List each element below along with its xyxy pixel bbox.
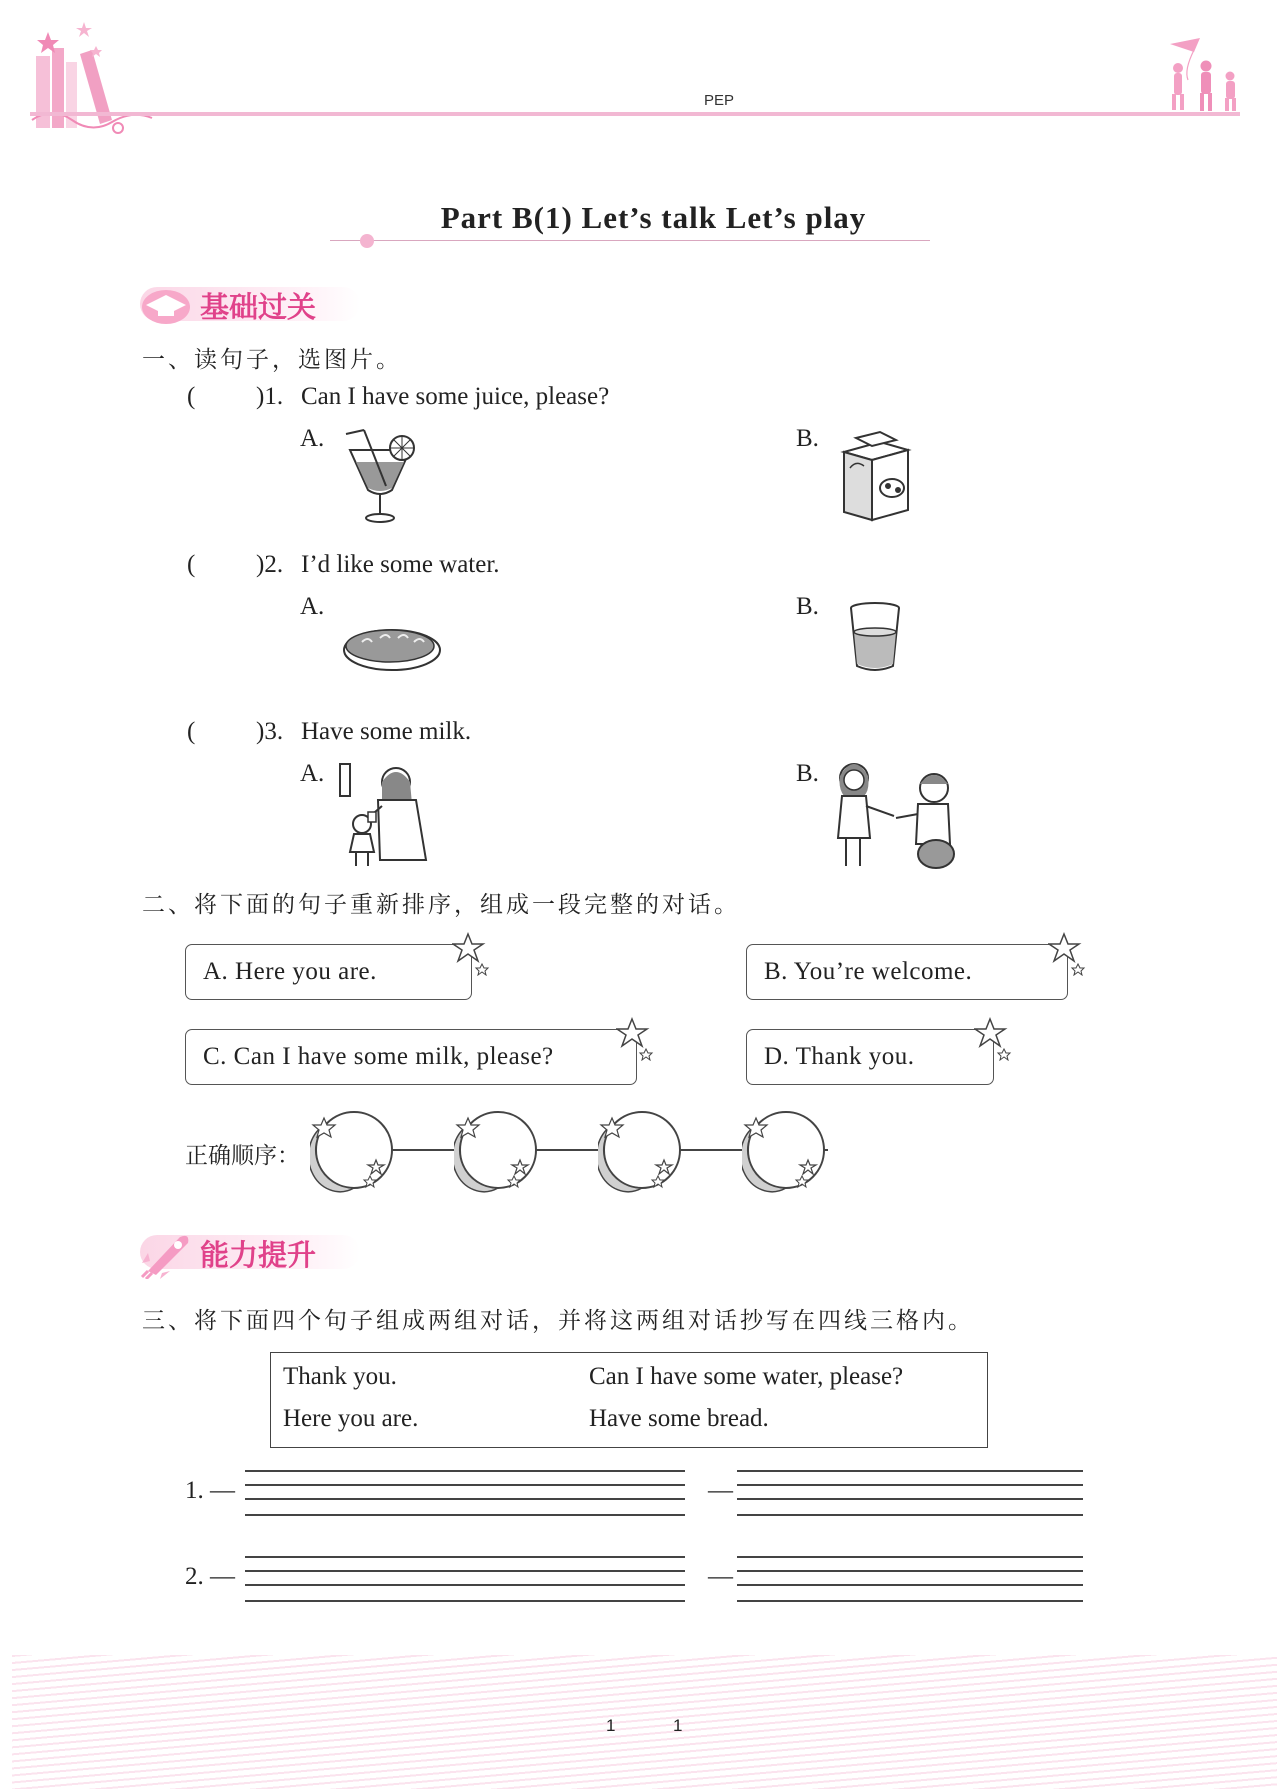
sentence-bank-item: Thank you. xyxy=(283,1363,397,1390)
page-number: 1 xyxy=(606,1716,616,1735)
option-a-label: A. xyxy=(300,593,325,620)
graduation-cap-icon xyxy=(140,283,196,327)
rocket-icon xyxy=(140,1231,196,1279)
section-title: 能力提升 xyxy=(200,1238,317,1272)
answer-blank[interactable] xyxy=(200,718,256,746)
question-number: )1. xyxy=(256,383,284,410)
option-b-label: B. xyxy=(796,760,819,787)
option-a-label: A. xyxy=(300,425,325,452)
answer-paren-open: ( xyxy=(187,383,196,410)
sentence-box-text: D. Thank you. xyxy=(764,1043,915,1070)
answer-paren-open: ( xyxy=(187,551,196,578)
writing-row-label: — xyxy=(708,1563,733,1590)
question-sentence: I’d like some water. xyxy=(301,551,500,578)
sentence-bank-item: Can I have some water, please? xyxy=(589,1363,904,1390)
question-1-heading: 一、读句子，选图片。 xyxy=(142,347,402,373)
header-rule xyxy=(30,112,1240,116)
question-number: )2. xyxy=(256,551,284,578)
sentence-bank-item: Have some bread. xyxy=(589,1405,769,1432)
writing-row-label: — xyxy=(708,1477,733,1504)
order-slot-1[interactable] xyxy=(310,1106,400,1194)
mother-and-girl-icon[interactable] xyxy=(338,760,438,872)
title-underline xyxy=(330,240,930,241)
star-icon xyxy=(1048,932,1088,976)
header-books-decoration xyxy=(28,20,158,135)
star-icon xyxy=(616,1017,656,1061)
writing-row-label: 1. — xyxy=(185,1477,235,1504)
sentence-bank-item: Here you are. xyxy=(283,1405,419,1432)
answer-paren-open: ( xyxy=(187,718,196,745)
bread-icon[interactable] xyxy=(340,622,442,674)
four-line-writing-area[interactable] xyxy=(737,1556,1083,1602)
page-title: Part B(1) Let’s talk Let’s play xyxy=(440,200,867,235)
section-title: 基础过关 xyxy=(200,290,317,324)
title-dot-decoration xyxy=(360,234,374,248)
question-2-heading: 二、将下面的句子重新排序，组成一段完整的对话。 xyxy=(142,892,740,918)
sentence-box-text: B. You’re welcome. xyxy=(764,958,973,985)
sentence-box-a[interactable] xyxy=(185,944,472,1000)
footer-wave-background xyxy=(12,1655,1277,1789)
sentence-box-d[interactable] xyxy=(746,1029,994,1085)
question-sentence: Have some milk. xyxy=(301,718,472,745)
question-3-heading: 三、将下面四个句子组成两组对话，并将这两组对话抄写在四线三格内。 xyxy=(142,1308,974,1334)
section-banner-advanced xyxy=(140,1231,380,1271)
star-icon xyxy=(452,932,492,976)
answer-blank[interactable] xyxy=(200,383,256,411)
sentence-box-c[interactable] xyxy=(185,1029,637,1085)
option-a-label: A. xyxy=(300,760,325,787)
header-label: PEP xyxy=(704,92,735,109)
milk-carton-icon[interactable] xyxy=(836,428,916,524)
star-icon xyxy=(974,1017,1014,1061)
sentence-bank-box xyxy=(270,1352,988,1448)
question-sentence: Can I have some juice, please? xyxy=(301,383,610,410)
order-slot-2[interactable] xyxy=(454,1106,544,1194)
four-line-writing-area[interactable] xyxy=(737,1470,1083,1516)
question-number: )3. xyxy=(256,718,284,745)
option-b-label: B. xyxy=(796,425,819,452)
header-children-kite-decoration xyxy=(1160,36,1250,116)
order-slot-3[interactable] xyxy=(598,1106,688,1194)
page-number: 1 xyxy=(673,1716,683,1735)
sentence-box-b[interactable] xyxy=(746,944,1068,1000)
option-b-label: B. xyxy=(796,593,819,620)
writing-row-label: 2. — xyxy=(185,1563,235,1590)
juice-glass-icon[interactable] xyxy=(340,428,420,528)
order-slot-4[interactable] xyxy=(742,1106,832,1194)
correct-order-label: 正确顺序： xyxy=(185,1143,300,1169)
four-line-writing-area[interactable] xyxy=(245,1470,685,1516)
boy-and-girl-icon[interactable] xyxy=(830,758,960,876)
water-glass-icon[interactable] xyxy=(846,600,904,674)
section-banner-basic xyxy=(140,283,380,323)
sentence-box-text: A. Here you are. xyxy=(203,958,377,985)
answer-blank[interactable] xyxy=(200,551,256,579)
sentence-box-text: C. Can I have some milk, please? xyxy=(203,1043,554,1070)
four-line-writing-area[interactable] xyxy=(245,1556,685,1602)
